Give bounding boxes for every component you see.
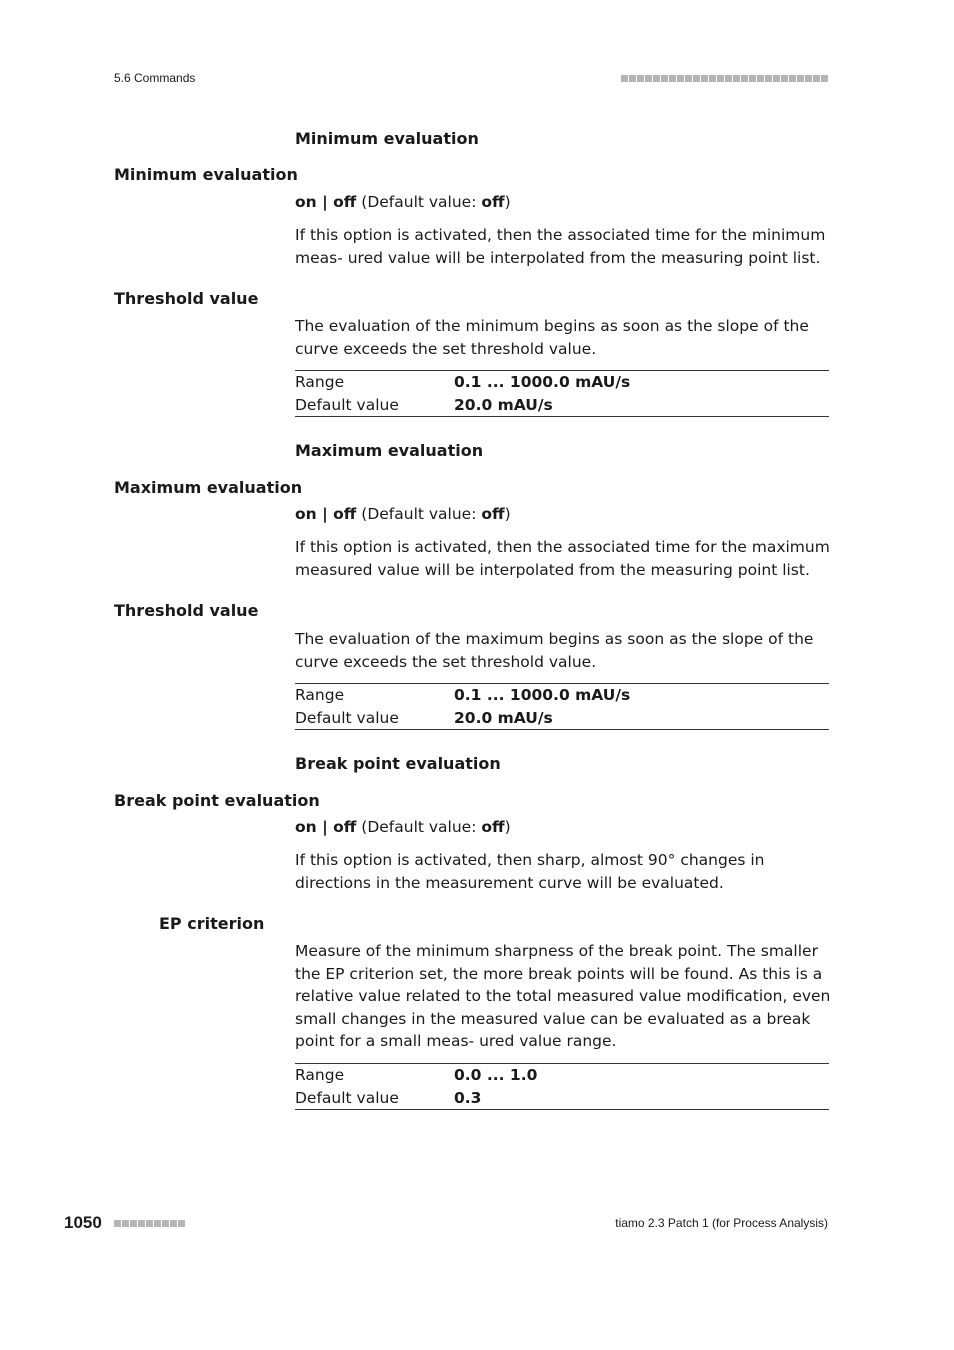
table-row-range: Range 0.1 ... 1000.0 mAU/s xyxy=(295,373,631,392)
value-table-threshold-minimum xyxy=(295,370,829,417)
footer-decoration-squares xyxy=(114,1220,185,1227)
table-row-default: Default value 20.0 mAU/s xyxy=(295,708,553,727)
description-threshold-maximum: The evaluation of the maximum begins as soon as the slope of the curve exceeds the set threshold value. xyxy=(295,630,814,671)
description-ep-criterion: Measure of the minimum sharpness of the break point. The smaller the EP criterion set, the more break points will be found. As this is a relative value related to the total measured value modification, even small changes in the measured value can be evaluated as a break point for a small meas- ured value range. xyxy=(295,942,831,1050)
section-title-break-point: Break point evaluation xyxy=(295,754,501,773)
description-minimum: If this option is activated, then the associated time for the minimum meas- ured value will be interpolated from the measuring point list. xyxy=(295,226,826,267)
running-header-section: 5.6 Commands xyxy=(114,71,196,85)
onoff-line-maximum: on | off (Default value: off) xyxy=(295,505,511,523)
param-label-ep-criterion: EP criterion xyxy=(159,914,265,933)
value-table-ep-criterion xyxy=(295,1063,829,1110)
onoff-line-minimum: on | off (Default value: off) xyxy=(295,193,511,211)
header-decoration-squares xyxy=(621,75,828,82)
page-number: 1050 xyxy=(64,1213,102,1232)
footer-product-name: tiamo 2.3 Patch 1 (for Process Analysis) xyxy=(615,1216,828,1230)
param-label-minimum-evaluation: Minimum evaluation xyxy=(114,165,298,184)
table-row-default: Default value 20.0 mAU/s xyxy=(295,395,553,414)
param-label-threshold-minimum: Threshold value xyxy=(114,289,259,308)
section-title-maximum: Maximum evaluation xyxy=(295,441,484,460)
description-maximum: If this option is activated, then the associated time for the maximum measured value will be interpolated from the measuring point list. xyxy=(295,538,830,579)
description-threshold-minimum: The evaluation of the minimum begins as soon as the slope of the curve exceeds the set threshold value. xyxy=(295,317,809,358)
onoff-line-break-point: on | off (Default value: off) xyxy=(295,818,511,836)
param-label-threshold-maximum: Threshold value xyxy=(114,601,259,620)
table-row-range: Range 0.0 ... 1.0 xyxy=(295,1066,538,1085)
section-title-minimum: Minimum evaluation xyxy=(295,129,479,148)
description-break-point: If this option is activated, then sharp, almost 90° changes in directions in the measurement curve will be evaluated. xyxy=(295,851,765,892)
param-label-maximum-evaluation: Maximum evaluation xyxy=(114,478,303,497)
table-row-default: Default value 0.3 xyxy=(295,1088,482,1107)
param-label-break-point-evaluation: Break point evaluation xyxy=(114,791,320,810)
table-row-range: Range 0.1 ... 1000.0 mAU/s xyxy=(295,686,631,705)
value-table-threshold-maximum xyxy=(295,683,829,730)
